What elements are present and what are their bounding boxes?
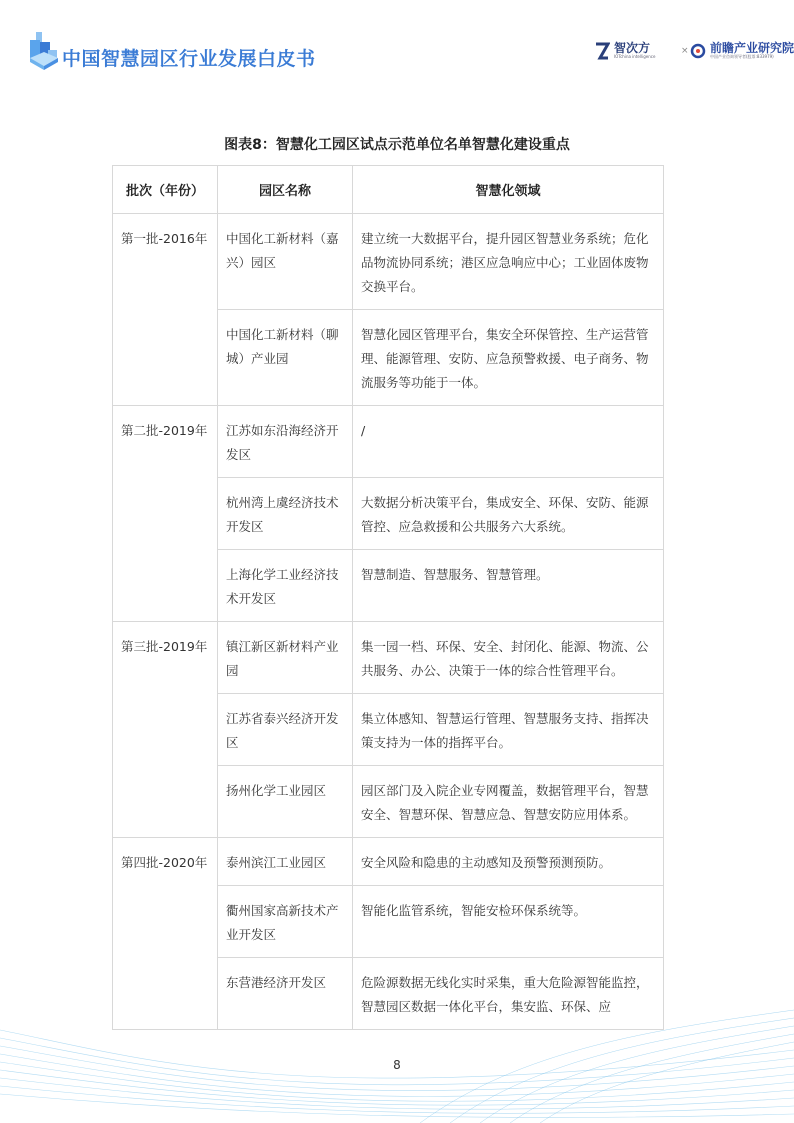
smart-domain-cell: 智能化监管系统，智能安检环保系统等。 [353,886,664,958]
smart-domain-cell: 建立统一大数据平台，提升园区智慧业务系统；危化品物流协同系统；港区应急响应中心；工业固体废物交换平台。 [353,214,664,310]
table-header-row [113,166,664,214]
table-row [113,406,664,478]
park-name-cell: 东营港经济开发区 [218,958,353,1030]
batch-cell: 第一批-2016年 [113,214,218,406]
partner-logo-zhicifang [594,42,655,60]
smart-domain-cell: 集立体感知、智慧运行管理、智慧服务支持、指挥决策支持为一体的指挥平台。 [353,694,664,766]
decorative-wave-lines [0,990,794,1123]
batch-cell: 第二批-2019年 [113,406,218,622]
header-smart-domain: 智慧化领域 [353,166,664,214]
table-row [113,838,664,886]
partner1-sub: IOTchina intelligence [614,54,656,59]
times-symbol: × [681,46,689,56]
smart-domain-cell: 危险源数据无线化实时采集，重大危险源智能监控，智慧园区数据一体化平台，集安监、环保、应 [353,958,664,1030]
smart-domain-cell: 智慧化园区管理平台，集安全环保管控、生产运营管理、能源管理、安防、应急预警救援、电子商务、物流服务等功能于一体。 [353,310,664,406]
smart-domain-cell: / [353,406,664,478]
page-number: 8 [393,1058,401,1072]
partner-logo-qianzhan [690,42,794,60]
park-name-cell: 中国化工新材料（嘉兴）园区 [218,214,353,310]
park-name-cell: 江苏省泰兴经济开发区 [218,694,353,766]
header-park-name: 园区名称 [218,166,353,214]
park-name-cell: 泰州滨江工业园区 [218,838,353,886]
table-row [113,622,664,694]
smart-domain-cell: 园区部门及入院企业专网覆盖，数据管理平台，智慧安全、智慧环保、智慧应急、智慧安防应用体系。 [353,766,664,838]
table-row [113,214,664,310]
park-name-cell: 衢州国家高新技术产业开发区 [218,886,353,958]
park-name-cell: 扬州化学工业园区 [218,766,353,838]
page-header [0,0,794,80]
zhicifang-logo-icon [594,42,610,60]
header-batch: 批次（年份） [113,166,218,214]
batch-cell: 第四批-2020年 [113,838,218,1030]
smart-domain-cell: 安全风险和隐患的主动感知及预警预测预防。 [353,838,664,886]
park-name-cell: 杭州湾上虞经济技术开发区 [218,478,353,550]
park-name-cell: 江苏如东沿海经济开发区 [218,406,353,478]
pilot-parks-table [112,165,664,1030]
figure-caption: 图表8：智慧化工园区试点示范单位名单智慧化建设重点 [224,137,570,153]
smart-domain-cell: 集一园一档、环保、安全、封闭化、能源、物流、公共服务、办公、决策于一体的综合性管理平台。 [353,622,664,694]
partner2-name: 前瞻产业研究院 [710,41,794,55]
report-title: 中国智慧园区行业发展白皮书 [62,48,316,70]
park-name-cell: 上海化学工业经济技术开发区 [218,550,353,622]
park-name-cell: 中国化工新材料（聊城）产业园 [218,310,353,406]
partner1-name: 智次方 [614,41,651,55]
park-name-cell: 镇江新区新材料产业园 [218,622,353,694]
smart-domain-cell: 大数据分析决策平台，集成安全、环保、安防、能源管控、应急救援和公共服务六大系统。 [353,478,664,550]
partner2-sub: 中国产业咨询领导者(股票:833979) [710,54,774,59]
batch-cell: 第三批-2019年 [113,622,218,838]
cube-logo-icon [30,32,58,70]
smart-domain-cell: 智慧制造、智慧服务、智慧管理。 [353,550,664,622]
qianzhan-logo-icon [690,42,706,60]
